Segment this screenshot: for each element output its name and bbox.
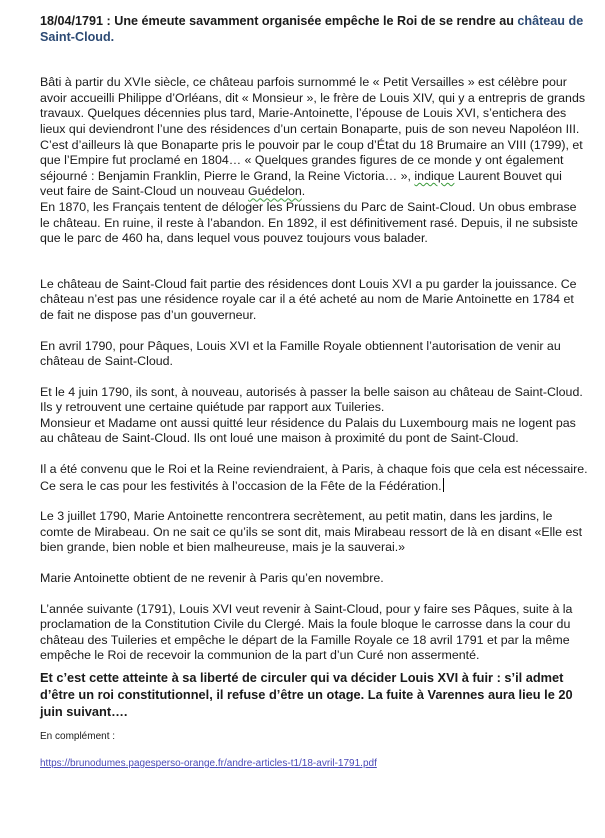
title-date: 18/04/1791 bbox=[40, 14, 104, 28]
body-p8-text: Il a été convenu que le Roi et la Reine reviendraient, à Paris, à chaque fois que cela est nécessaire. Ce sera le cas pour les festivités à l’occasion de la Fête de la Fédération. bbox=[40, 462, 588, 493]
document-page bbox=[40, 14, 588, 770]
body-paragraph-6[interactable]: Et le 4 juin 1790, ils sont, à nouveau, autorisés à passer la belle saison au château de Saint-Cloud. Ils y retrouvent une certaine quiétude par rapport aux Tuileries. bbox=[40, 384, 583, 415]
page-title bbox=[40, 14, 588, 45]
footer-label: En complément : bbox=[40, 731, 116, 742]
title-separator: : bbox=[103, 14, 115, 28]
intro-p2-text-b: Laurent Bouvet qui veut faire de Saint-Cloud un nouveau bbox=[40, 168, 562, 199]
intro-paragraph-2[interactable] bbox=[40, 138, 588, 200]
source-link[interactable]: https://brunodumes.pagesperso-orange.fr/andre-articles-t1/18-avril-1791.pdf bbox=[40, 758, 377, 769]
body-paragraph-8[interactable] bbox=[40, 462, 588, 494]
title-place: château de Saint-Cloud. bbox=[40, 14, 584, 44]
conclusion-paragraph[interactable]: Et c’est cette atteinte à sa liberté de circuler qui va décider Louis XVI à fuir : s’il admet d’être un roi constitutionnel, il refuse d’être un otage. La fuite à Varennes aura lieu le 20 juin suivant…. bbox=[40, 670, 573, 719]
title-main: Une émeute savamment organisée empêche le Roi de se rendre au bbox=[114, 14, 518, 28]
spellcheck-word-guedelon[interactable]: Guédelon bbox=[248, 184, 302, 199]
body-paragraph-5[interactable]: En avril 1790, pour Pâques, Louis XVI et la Famille Royale obtiennent l’autorisation de venir au château de Saint-Cloud. bbox=[40, 338, 561, 369]
intro-p2-text-a: C’est d’ailleurs là que Bonaparte pris le pouvoir par le coup d’État du 18 Brumaire an VIII (1799), et que l’Empire fut proclamé en 1804… « Quelques grandes figures de ce monde y ont également séjourné : Benjamin Franklin, Pierre le Grand, la Reine Victoria… », bbox=[40, 137, 583, 183]
body-paragraph-10[interactable]: Marie Antoinette obtient de ne revenir à Paris qu’en novembre. bbox=[40, 571, 384, 586]
intro-p2-text-c: . bbox=[301, 184, 306, 199]
spellcheck-word-indique[interactable]: indique bbox=[414, 168, 455, 183]
body-paragraph-9[interactable]: Le 3 juillet 1790, Marie Antoinette rencontrera secrètement, au petit matin, dans les jardins, le comte de Mirabeau. On ne sait ce qu’ils se sont dit, mais Mirabeau ressort de là en disant «Elle est bien grande, bien noble et bien malheureuse, mais je la sauverai.» bbox=[40, 509, 583, 555]
body-paragraph-7[interactable]: Monsieur et Madame ont aussi quitté leur résidence du Palais du Luxembourg mais ne logent pas au château de Saint-Cloud. Ils ont loué une maison à proximité du pont de Saint-Cloud. bbox=[40, 415, 576, 446]
intro-paragraph-3[interactable]: En 1870, les Français tentent de déloger les Prussiens du Parc de Saint-Cloud. Un obus embrase le château. En ruine, il reste à l’abandon. En 1892, il est définitivement rasé. Depuis, il ne subsiste que le parc de 460 ha, dans lequel vous pouvez toujours vous balader. bbox=[40, 199, 578, 246]
intro-paragraph-1[interactable]: Bâti à partir du XVIe siècle, ce château parfois surnommé le « Petit Versailles » est célèbre pour avoir accueilli Philippe d’Orléans, dit « Monsieur », le frère de Louis XIV, qui y a entrepris de grands travaux. Quelques décennies plus tard, Marie-Antoinette, l’épouse de Louis XVI, s’entichera des lieux qui deviendront l’une des résidences d’un certain Bonaparte, puis de son neveu Napoléon III. bbox=[40, 75, 586, 136]
text-cursor bbox=[443, 478, 444, 492]
body-paragraph-11[interactable]: L’année suivante (1791), Louis XVI veut revenir à Saint-Cloud, pour y faire ses Pâques, suite à la proclamation de la Constitution Civile du Clergé. Mais la foule bloque le carrosse dans la cour du château des Tuileries et empêche le départ de la Famille Royale ce 18 avril 1791 et par la même empêche le Roi de recevoir la communion de la part d’un Curé non assermenté. bbox=[40, 601, 573, 663]
body-paragraph-4[interactable]: Le château de Saint-Cloud fait partie des résidences dont Louis XVI a pu garder la jouissance. Ce château n’est pas une résidence royale car il a été acheté au nom de Marie Antoinette en 1784 et de fait ne dispose pas d’un gouverneur. bbox=[40, 276, 577, 322]
